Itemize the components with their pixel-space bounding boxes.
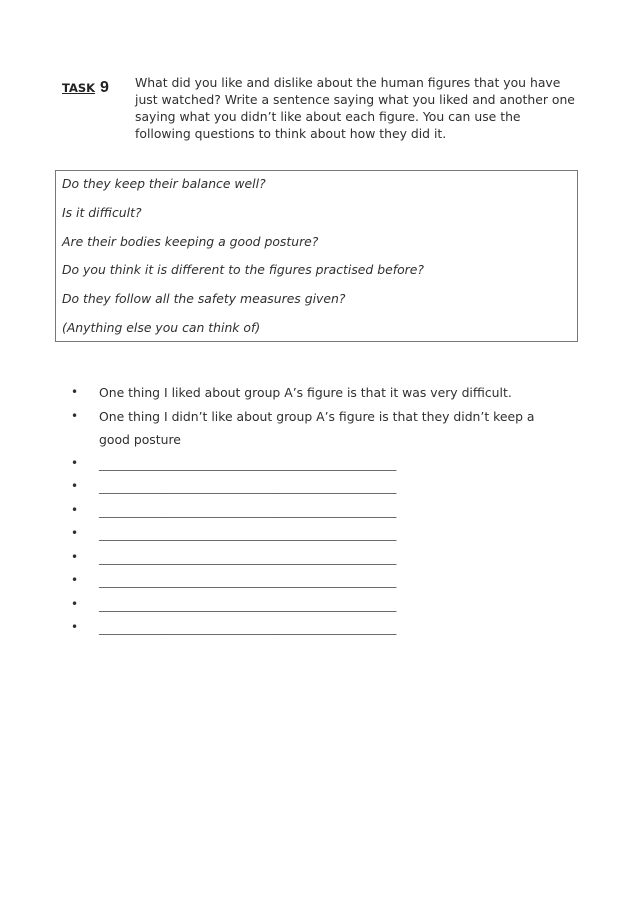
blank-line[interactable]: ________________________________________________	[99, 526, 397, 541]
bullet-icon: •	[71, 408, 79, 423]
answer-blank-line[interactable]	[68, 475, 568, 499]
question-box	[55, 170, 578, 342]
answer-blank-line[interactable]	[68, 499, 568, 523]
bullet-icon: •	[71, 479, 79, 493]
question-item: Is it difficult?	[62, 205, 142, 220]
answer-blank-line[interactable]	[68, 593, 568, 617]
bullet-icon: •	[71, 549, 79, 564]
question-item: Do they keep their balance well?	[62, 176, 266, 191]
bullet-icon: •	[71, 596, 79, 611]
task-number: 9	[100, 79, 109, 96]
question-item: Are their bodies keeping a good posture?	[62, 234, 319, 249]
bullet-icon: •	[71, 385, 79, 399]
blank-line[interactable]: ________________________________________________	[99, 502, 397, 518]
blank-line[interactable]: ________________________________________________	[99, 549, 397, 565]
answer-blank-line[interactable]	[68, 522, 568, 546]
bullet-icon: •	[71, 620, 79, 634]
answer-item	[68, 405, 568, 452]
answer-blank-line[interactable]	[68, 569, 568, 593]
bullet-icon: •	[71, 573, 79, 587]
bullet-icon: •	[71, 526, 79, 540]
question-item: (Anything else you can think of)	[62, 320, 261, 335]
answer-item	[68, 381, 568, 405]
answer-list	[68, 381, 568, 640]
answer-text: One thing I didn’t like about group A’s figure is that they didn’t keep a good posture	[99, 408, 535, 447]
answer-blank-line[interactable]	[68, 616, 568, 640]
question-item: Do you think it is different to the figures practised before?	[62, 262, 424, 277]
task-instructions: What did you like and dislike about the human figures that you have just watched? Write a sentence saying what you liked and another one saying what you didn’t like about each figure. You can use the following questions to think about how they did it.	[135, 75, 575, 141]
task-word: TASK	[62, 81, 96, 95]
bullet-icon: •	[71, 502, 79, 517]
bullet-icon: •	[71, 455, 79, 470]
blank-line[interactable]: ________________________________________________	[99, 455, 397, 471]
blank-line[interactable]: ________________________________________________	[99, 573, 397, 588]
blank-line[interactable]: ________________________________________________	[99, 479, 397, 494]
answer-blank-line[interactable]	[68, 452, 568, 476]
blank-line[interactable]: ________________________________________________	[99, 620, 397, 635]
question-item: Do they follow all the safety measures given?	[62, 291, 346, 306]
task-label	[62, 79, 109, 97]
blank-line[interactable]: ________________________________________________	[99, 596, 397, 612]
answer-text: One thing I liked about group A’s figure is that it was very difficult.	[99, 385, 512, 400]
answer-blank-line[interactable]	[68, 546, 568, 570]
